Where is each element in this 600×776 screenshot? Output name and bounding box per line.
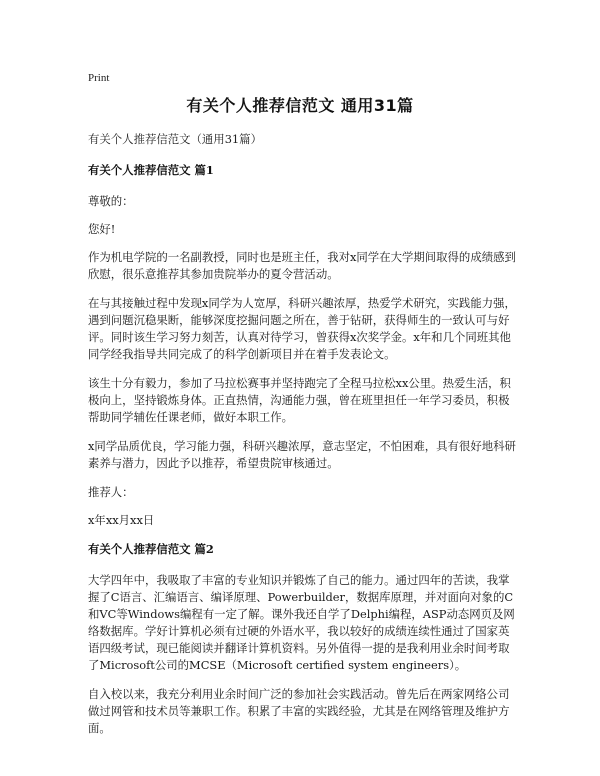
section-heading-2: 有关个人推荐信范文 篇2 — [88, 542, 214, 556]
paragraph: 作为机电学院的一名副教授，同时也是班主任，我对x同学在大学期间取得的成绩感到欣慰，很乐意推荐其参加贵院举办的夏令营活动。 — [88, 250, 516, 281]
section-heading-1: 有关个人推荐信范文 篇1 — [88, 163, 214, 177]
document-subtitle: 有关个人推荐信范文（通用31篇） — [88, 132, 262, 146]
document-title: 有关个人推荐信范文 通用31篇 — [186, 96, 414, 115]
greeting: 您好! — [88, 222, 116, 236]
paragraph: 该生十分有毅力，参加了马拉松赛事并坚持跑完了全程马拉松xx公里。热爱生活，积极向上，坚持锻炼身体。正直热情，沟通能力强，曾在班里担任一年学习委员，积极帮助同学辅佐任课老师，做好本职工作。 — [88, 376, 511, 424]
letter-date: x年xx月xx日 — [88, 513, 155, 527]
paragraph: 在与其接触过程中发现x同学为人宽厚，科研兴趣浓厚，热爱学术研究，实践能力强，遇到问题沉稳果断，能够深度挖掘问题之所在，善于钻研，获得师生的一致认可与好评。同时该生学习努力刻苦，认真对待学习，曾获得x次奖学金。x年和几个同班其他同学经我指导共同完成了的科学创新项目并在着手发表论文。 — [88, 296, 516, 361]
paragraph: x同学品质优良，学习能力强，科研兴趣浓厚，意志坚定，不怕困难，具有很好地科研素养与潜力，因此予以推荐，希望贵院审核通过。 — [88, 439, 516, 470]
document-body — [88, 131, 516, 749]
print-label[interactable]: Print — [88, 72, 110, 84]
recommender-label: 推荐人： — [88, 485, 134, 499]
salutation: 尊敬的： — [88, 194, 134, 208]
paragraph: 大学四年中，我吸取了丰富的专业知识并锻炼了自己的能力。通过四年的苦读，我掌握了C语言、汇编语言、编译原理、Powerbuilder，数据库原理，并对面向对象的C和VC等Windows编程有一定了解。课外我还自学了Delphi编程，ASP动态网页及网络数据库。学好计算机必须有过硬的外语水平，我以较好的成绩连续性通过了国家英语四级考试，现已能阅读并翻译计算机资料。另外值得一提的是我利用业余时间考取了Microsoft公司的MCSE（Microsoft certified system engineers）。 — [88, 573, 515, 672]
paragraph: 自入校以来，我充分利用业余时间广泛的参加社会实践活动。曾先后在两家网络公司做过网管和技术员等兼职工作。积累了丰富的实践经验，尤其是在网络管理及维护方面。 — [88, 687, 510, 735]
